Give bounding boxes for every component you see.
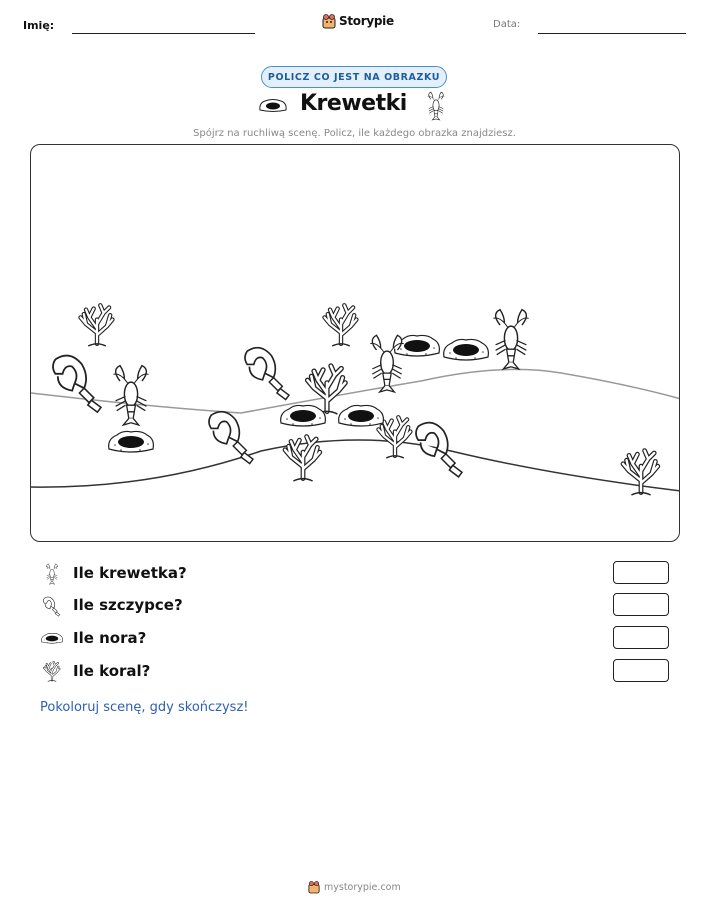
brand-logo xyxy=(322,13,394,29)
claw-icon xyxy=(209,412,253,464)
coral-icon xyxy=(325,305,357,346)
answer-box-coral[interactable] xyxy=(613,659,669,682)
claw-icon xyxy=(245,348,289,400)
page-title: Krewetki xyxy=(300,91,407,116)
shrimp-icon xyxy=(40,563,64,585)
question-text: Ile koral? xyxy=(73,662,151,680)
counting-scene xyxy=(30,144,680,542)
question-text: Ile nora? xyxy=(73,629,147,647)
answer-box-claw[interactable] xyxy=(613,593,669,616)
question-row-coral xyxy=(40,659,670,685)
claw-icon xyxy=(40,595,64,617)
shrimp-icon xyxy=(493,310,528,369)
instructions: Spójrz na ruchliwą scenę. Policz, ile każdego obrazka znajdziesz. xyxy=(193,128,516,139)
coral-icon xyxy=(623,451,658,495)
date-input-line[interactable] xyxy=(538,33,686,34)
date-label: Data: xyxy=(493,19,521,30)
color-note: Pokoloruj scenę, gdy skończysz! xyxy=(40,700,249,715)
answer-box-shrimp[interactable] xyxy=(613,561,669,584)
hole-icon xyxy=(258,97,288,115)
hole-icon xyxy=(40,628,64,650)
answer-box-hole[interactable] xyxy=(613,626,669,649)
coral-icon xyxy=(81,305,113,346)
question-row-hole xyxy=(40,626,670,652)
brand-name: Storypie xyxy=(339,14,394,28)
name-label: Imię: xyxy=(23,19,55,32)
question-row-shrimp xyxy=(40,561,670,587)
question-text: Ile krewetka? xyxy=(73,564,187,582)
hole-icon xyxy=(339,405,384,426)
claw-icon xyxy=(416,423,462,477)
storypie-logo-icon xyxy=(322,13,336,29)
question-row-claw xyxy=(40,593,670,619)
hole-icon xyxy=(444,339,489,360)
shrimp-icon xyxy=(113,366,148,425)
shrimp-icon xyxy=(370,335,404,392)
title-row xyxy=(0,91,709,121)
footer-url[interactable]: mystorypie.com xyxy=(324,881,401,893)
activity-badge: POLICZ CO JEST NA OBRAZKU xyxy=(261,66,447,88)
coral-icon xyxy=(40,661,64,683)
storypie-logo-icon xyxy=(308,880,320,894)
hole-icon xyxy=(109,431,154,452)
question-text: Ile szczypce? xyxy=(73,596,183,614)
shrimp-icon xyxy=(423,91,449,121)
claw-icon xyxy=(53,356,101,413)
hole-icon xyxy=(281,405,326,426)
footer xyxy=(308,880,401,894)
name-input-line[interactable] xyxy=(72,33,255,34)
